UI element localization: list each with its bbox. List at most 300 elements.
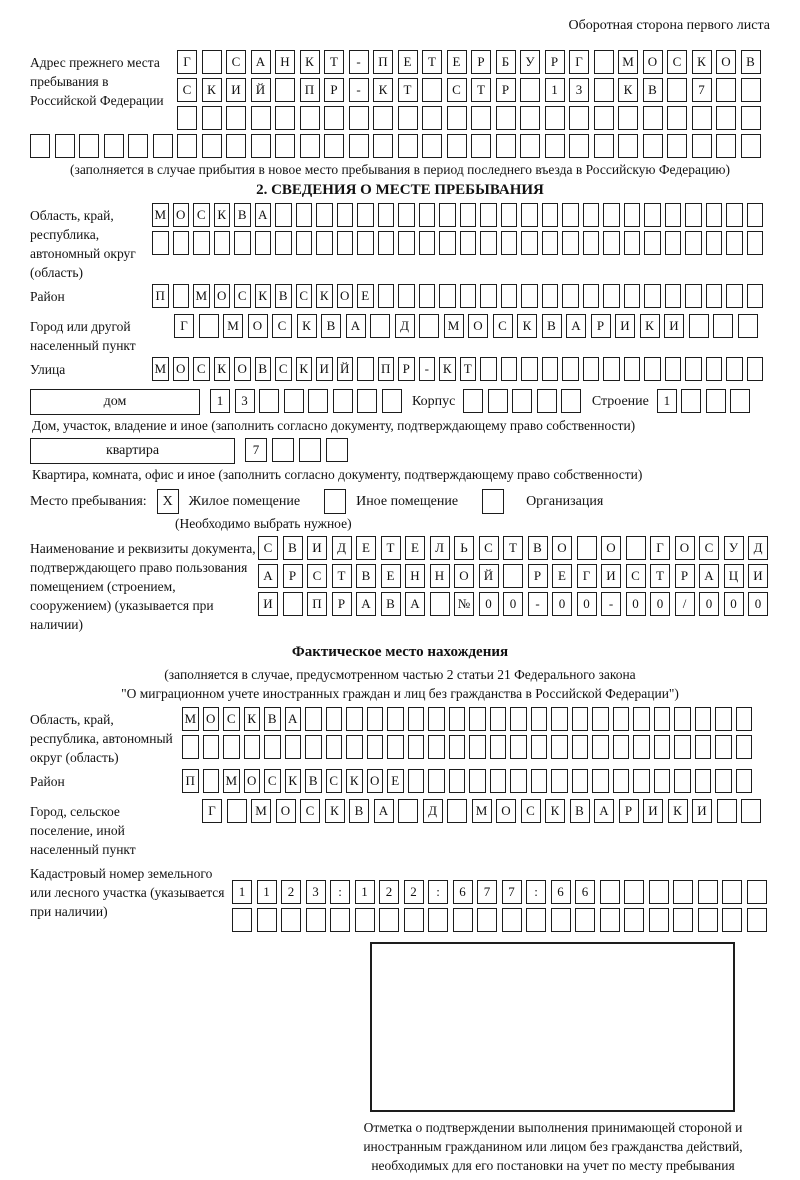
checkbox-zhiloe[interactable]: X bbox=[157, 489, 179, 514]
char-cell[interactable]: В bbox=[349, 799, 369, 823]
char-cell[interactable] bbox=[104, 134, 124, 158]
char-cell[interactable]: Ц bbox=[724, 564, 744, 588]
char-cell[interactable]: О bbox=[203, 707, 220, 731]
char-cell[interactable]: О bbox=[173, 357, 190, 381]
char-cell[interactable] bbox=[447, 799, 467, 823]
char-cell[interactable] bbox=[531, 735, 548, 759]
char-cell[interactable] bbox=[419, 314, 439, 338]
char-cell[interactable]: К bbox=[668, 799, 688, 823]
char-cell[interactable]: : bbox=[330, 880, 350, 904]
char-cell[interactable]: К bbox=[214, 357, 231, 381]
char-cell[interactable] bbox=[330, 908, 350, 932]
char-cell[interactable]: В bbox=[255, 357, 272, 381]
char-cell[interactable] bbox=[722, 908, 742, 932]
char-cell[interactable]: Т bbox=[650, 564, 670, 588]
char-cell[interactable] bbox=[502, 908, 522, 932]
char-cell[interactable]: К bbox=[297, 314, 317, 338]
char-cell[interactable] bbox=[673, 908, 693, 932]
char-cell[interactable] bbox=[255, 231, 272, 255]
char-cell[interactable] bbox=[30, 134, 50, 158]
char-cell[interactable]: П bbox=[182, 769, 199, 793]
char-cell[interactable]: Е bbox=[387, 769, 404, 793]
char-cell[interactable]: И bbox=[643, 799, 663, 823]
char-cell[interactable]: В bbox=[381, 592, 401, 616]
char-cell[interactable] bbox=[477, 908, 497, 932]
char-cell[interactable]: О bbox=[468, 314, 488, 338]
char-cell[interactable]: Р bbox=[283, 564, 303, 588]
char-cell[interactable]: О bbox=[454, 564, 474, 588]
char-cell[interactable] bbox=[299, 438, 321, 462]
char-cell[interactable] bbox=[685, 284, 702, 308]
char-cell[interactable]: Н bbox=[275, 50, 295, 74]
char-cell[interactable] bbox=[283, 592, 303, 616]
char-cell[interactable] bbox=[716, 106, 736, 130]
char-cell[interactable]: О bbox=[173, 203, 190, 227]
char-cell[interactable]: П bbox=[300, 78, 320, 102]
char-cell[interactable] bbox=[408, 769, 425, 793]
char-cell[interactable] bbox=[618, 106, 638, 130]
char-cell[interactable]: 0 bbox=[699, 592, 719, 616]
char-cell[interactable] bbox=[741, 799, 761, 823]
char-cell[interactable] bbox=[346, 735, 363, 759]
char-cell[interactable]: К bbox=[214, 203, 231, 227]
char-cell[interactable] bbox=[603, 357, 620, 381]
char-cell[interactable] bbox=[716, 78, 736, 102]
char-cell[interactable] bbox=[741, 78, 761, 102]
char-cell[interactable] bbox=[644, 357, 661, 381]
char-cell[interactable] bbox=[439, 284, 456, 308]
char-cell[interactable]: Н bbox=[430, 564, 450, 588]
char-cell[interactable] bbox=[531, 707, 548, 731]
char-cell[interactable] bbox=[398, 284, 415, 308]
char-cell[interactable] bbox=[449, 769, 466, 793]
char-cell[interactable]: О bbox=[276, 799, 296, 823]
char-cell[interactable] bbox=[624, 203, 641, 227]
char-cell[interactable]: Д bbox=[395, 314, 415, 338]
char-cell[interactable] bbox=[469, 769, 486, 793]
char-cell[interactable]: С bbox=[223, 707, 240, 731]
char-cell[interactable] bbox=[618, 134, 638, 158]
char-cell[interactable] bbox=[594, 50, 614, 74]
char-cell[interactable]: И bbox=[307, 536, 327, 560]
char-cell[interactable] bbox=[575, 908, 595, 932]
char-cell[interactable]: О bbox=[367, 769, 384, 793]
char-cell[interactable] bbox=[583, 284, 600, 308]
char-cell[interactable] bbox=[419, 231, 436, 255]
char-cell[interactable]: М bbox=[251, 799, 271, 823]
char-cell[interactable] bbox=[398, 203, 415, 227]
char-cell[interactable]: И bbox=[692, 799, 712, 823]
char-cell[interactable] bbox=[378, 284, 395, 308]
char-cell[interactable]: А bbox=[699, 564, 719, 588]
char-cell[interactable] bbox=[520, 134, 540, 158]
char-cell[interactable]: : bbox=[428, 880, 448, 904]
char-cell[interactable]: В bbox=[643, 78, 663, 102]
char-cell[interactable] bbox=[305, 707, 322, 731]
char-cell[interactable] bbox=[398, 799, 418, 823]
char-cell[interactable]: 2 bbox=[404, 880, 424, 904]
char-cell[interactable] bbox=[370, 314, 390, 338]
char-cell[interactable]: Н bbox=[405, 564, 425, 588]
char-cell[interactable] bbox=[572, 707, 589, 731]
char-cell[interactable] bbox=[349, 106, 369, 130]
char-cell[interactable]: 3 bbox=[235, 389, 255, 413]
char-cell[interactable] bbox=[490, 707, 507, 731]
char-cell[interactable] bbox=[357, 231, 374, 255]
char-cell[interactable] bbox=[285, 735, 302, 759]
char-cell[interactable] bbox=[685, 203, 702, 227]
char-cell[interactable]: 1 bbox=[355, 880, 375, 904]
char-cell[interactable] bbox=[644, 231, 661, 255]
char-cell[interactable] bbox=[674, 735, 691, 759]
char-cell[interactable]: Е bbox=[398, 50, 418, 74]
char-cell[interactable]: О bbox=[234, 357, 251, 381]
char-cell[interactable] bbox=[281, 908, 301, 932]
char-cell[interactable] bbox=[316, 231, 333, 255]
char-cell[interactable] bbox=[79, 134, 99, 158]
char-cell[interactable] bbox=[300, 106, 320, 130]
char-cell[interactable] bbox=[203, 769, 220, 793]
char-cell[interactable] bbox=[173, 231, 190, 255]
char-cell[interactable] bbox=[480, 284, 497, 308]
char-cell[interactable]: Р bbox=[528, 564, 548, 588]
char-cell[interactable] bbox=[232, 908, 252, 932]
char-cell[interactable] bbox=[496, 134, 516, 158]
char-cell[interactable] bbox=[562, 357, 579, 381]
char-cell[interactable] bbox=[439, 203, 456, 227]
char-cell[interactable] bbox=[613, 735, 630, 759]
char-cell[interactable] bbox=[624, 357, 641, 381]
char-cell[interactable] bbox=[706, 203, 723, 227]
char-cell[interactable]: Т bbox=[460, 357, 477, 381]
char-cell[interactable] bbox=[422, 78, 442, 102]
char-cell[interactable] bbox=[471, 134, 491, 158]
char-cell[interactable] bbox=[747, 357, 764, 381]
char-cell[interactable] bbox=[551, 908, 571, 932]
char-cell[interactable] bbox=[521, 284, 538, 308]
char-cell[interactable] bbox=[736, 769, 753, 793]
char-cell[interactable] bbox=[626, 536, 646, 560]
char-cell[interactable] bbox=[259, 389, 279, 413]
char-cell[interactable]: Т bbox=[381, 536, 401, 560]
char-cell[interactable]: С bbox=[193, 357, 210, 381]
char-cell[interactable] bbox=[685, 231, 702, 255]
char-cell[interactable] bbox=[367, 735, 384, 759]
char-cell[interactable]: Т bbox=[471, 78, 491, 102]
char-cell[interactable] bbox=[551, 769, 568, 793]
char-cell[interactable]: П bbox=[307, 592, 327, 616]
char-cell[interactable] bbox=[428, 707, 445, 731]
char-cell[interactable]: М bbox=[182, 707, 199, 731]
char-cell[interactable] bbox=[654, 707, 671, 731]
char-cell[interactable] bbox=[419, 203, 436, 227]
char-cell[interactable]: М bbox=[618, 50, 638, 74]
char-cell[interactable]: П bbox=[378, 357, 395, 381]
char-cell[interactable] bbox=[214, 231, 231, 255]
char-cell[interactable] bbox=[716, 134, 736, 158]
char-cell[interactable] bbox=[542, 231, 559, 255]
char-cell[interactable]: Р bbox=[332, 592, 352, 616]
char-cell[interactable] bbox=[244, 735, 261, 759]
char-cell[interactable] bbox=[501, 357, 518, 381]
char-cell[interactable]: 0 bbox=[748, 592, 768, 616]
char-cell[interactable]: С bbox=[296, 284, 313, 308]
char-cell[interactable] bbox=[357, 203, 374, 227]
char-cell[interactable]: А bbox=[374, 799, 394, 823]
char-cell[interactable]: 2 bbox=[281, 880, 301, 904]
char-cell[interactable] bbox=[202, 106, 222, 130]
char-cell[interactable] bbox=[531, 769, 548, 793]
char-cell[interactable]: С bbox=[447, 78, 467, 102]
char-cell[interactable]: 6 bbox=[575, 880, 595, 904]
char-cell[interactable]: 2 bbox=[379, 880, 399, 904]
char-cell[interactable] bbox=[316, 203, 333, 227]
char-cell[interactable] bbox=[747, 880, 767, 904]
char-cell[interactable]: - bbox=[601, 592, 621, 616]
char-cell[interactable] bbox=[583, 357, 600, 381]
char-cell[interactable]: Л bbox=[430, 536, 450, 560]
char-cell[interactable] bbox=[738, 314, 758, 338]
char-cell[interactable] bbox=[545, 106, 565, 130]
char-cell[interactable]: 0 bbox=[650, 592, 670, 616]
char-cell[interactable] bbox=[173, 284, 190, 308]
char-cell[interactable]: П bbox=[373, 50, 393, 74]
char-cell[interactable]: Е bbox=[356, 536, 376, 560]
char-cell[interactable] bbox=[449, 735, 466, 759]
char-cell[interactable]: В bbox=[528, 536, 548, 560]
char-cell[interactable] bbox=[643, 134, 663, 158]
char-cell[interactable] bbox=[592, 769, 609, 793]
char-cell[interactable] bbox=[741, 106, 761, 130]
char-cell[interactable]: К bbox=[285, 769, 302, 793]
char-cell[interactable] bbox=[673, 880, 693, 904]
char-cell[interactable]: Г bbox=[177, 50, 197, 74]
char-cell[interactable]: 1 bbox=[257, 880, 277, 904]
char-cell[interactable]: У bbox=[724, 536, 744, 560]
char-cell[interactable]: О bbox=[552, 536, 572, 560]
char-cell[interactable] bbox=[726, 231, 743, 255]
char-cell[interactable] bbox=[469, 735, 486, 759]
char-cell[interactable] bbox=[357, 389, 377, 413]
char-cell[interactable]: А bbox=[405, 592, 425, 616]
char-cell[interactable]: С bbox=[264, 769, 281, 793]
char-cell[interactable] bbox=[583, 203, 600, 227]
char-cell[interactable]: А bbox=[258, 564, 278, 588]
checkbox-inoe[interactable] bbox=[324, 489, 346, 514]
char-cell[interactable] bbox=[667, 106, 687, 130]
char-cell[interactable] bbox=[572, 769, 589, 793]
char-cell[interactable]: О bbox=[601, 536, 621, 560]
char-cell[interactable] bbox=[387, 707, 404, 731]
char-cell[interactable] bbox=[193, 231, 210, 255]
char-cell[interactable]: К bbox=[373, 78, 393, 102]
char-cell[interactable]: К bbox=[692, 50, 712, 74]
char-cell[interactable]: А bbox=[594, 799, 614, 823]
char-cell[interactable]: В bbox=[741, 50, 761, 74]
char-cell[interactable]: Т bbox=[422, 50, 442, 74]
char-cell[interactable]: К bbox=[255, 284, 272, 308]
char-cell[interactable] bbox=[275, 134, 295, 158]
char-cell[interactable]: Р bbox=[324, 78, 344, 102]
char-cell[interactable]: М bbox=[193, 284, 210, 308]
char-cell[interactable] bbox=[379, 908, 399, 932]
char-cell[interactable] bbox=[337, 231, 354, 255]
char-cell[interactable] bbox=[695, 707, 712, 731]
char-cell[interactable]: С bbox=[667, 50, 687, 74]
char-cell[interactable]: Б bbox=[496, 50, 516, 74]
char-cell[interactable] bbox=[404, 908, 424, 932]
char-cell[interactable]: В bbox=[570, 799, 590, 823]
char-cell[interactable]: К bbox=[346, 769, 363, 793]
char-cell[interactable] bbox=[501, 231, 518, 255]
char-cell[interactable] bbox=[408, 735, 425, 759]
char-cell[interactable]: С bbox=[479, 536, 499, 560]
char-cell[interactable]: О bbox=[496, 799, 516, 823]
char-cell[interactable] bbox=[373, 106, 393, 130]
char-cell[interactable]: К bbox=[316, 284, 333, 308]
checkbox-org[interactable] bbox=[482, 489, 504, 514]
char-cell[interactable] bbox=[460, 231, 477, 255]
char-cell[interactable]: С bbox=[326, 769, 343, 793]
char-cell[interactable] bbox=[227, 799, 247, 823]
char-cell[interactable] bbox=[453, 908, 473, 932]
char-cell[interactable] bbox=[526, 908, 546, 932]
char-cell[interactable]: М bbox=[152, 203, 169, 227]
char-cell[interactable]: М bbox=[444, 314, 464, 338]
char-cell[interactable] bbox=[562, 231, 579, 255]
char-cell[interactable]: Р bbox=[471, 50, 491, 74]
char-cell[interactable] bbox=[613, 769, 630, 793]
char-cell[interactable]: А bbox=[566, 314, 586, 338]
char-cell[interactable] bbox=[428, 769, 445, 793]
char-cell[interactable]: 3 bbox=[306, 880, 326, 904]
char-cell[interactable] bbox=[284, 389, 304, 413]
char-cell[interactable]: Й bbox=[479, 564, 499, 588]
char-cell[interactable]: И bbox=[601, 564, 621, 588]
char-cell[interactable] bbox=[741, 134, 761, 158]
char-cell[interactable] bbox=[501, 284, 518, 308]
char-cell[interactable]: В bbox=[542, 314, 562, 338]
char-cell[interactable] bbox=[275, 203, 292, 227]
char-cell[interactable]: 0 bbox=[577, 592, 597, 616]
char-cell[interactable] bbox=[387, 735, 404, 759]
char-cell[interactable] bbox=[488, 389, 508, 413]
char-cell[interactable]: Е bbox=[552, 564, 572, 588]
char-cell[interactable] bbox=[603, 284, 620, 308]
char-cell[interactable]: Д bbox=[332, 536, 352, 560]
char-cell[interactable] bbox=[449, 707, 466, 731]
char-cell[interactable]: Р bbox=[545, 50, 565, 74]
char-cell[interactable]: С bbox=[521, 799, 541, 823]
char-cell[interactable]: Г bbox=[569, 50, 589, 74]
char-cell[interactable]: М bbox=[223, 769, 240, 793]
char-cell[interactable] bbox=[324, 134, 344, 158]
char-cell[interactable] bbox=[689, 314, 709, 338]
char-cell[interactable] bbox=[726, 203, 743, 227]
char-cell[interactable] bbox=[503, 564, 523, 588]
char-cell[interactable] bbox=[447, 106, 467, 130]
char-cell[interactable] bbox=[469, 707, 486, 731]
char-cell[interactable]: - bbox=[349, 78, 369, 102]
char-cell[interactable]: 3 bbox=[569, 78, 589, 102]
char-cell[interactable]: Е bbox=[447, 50, 467, 74]
char-cell[interactable] bbox=[654, 769, 671, 793]
char-cell[interactable] bbox=[308, 389, 328, 413]
char-cell[interactable]: С bbox=[177, 78, 197, 102]
char-cell[interactable] bbox=[346, 707, 363, 731]
char-cell[interactable]: - bbox=[419, 357, 436, 381]
char-cell[interactable] bbox=[542, 357, 559, 381]
char-cell[interactable] bbox=[706, 231, 723, 255]
char-cell[interactable] bbox=[649, 880, 669, 904]
char-cell[interactable] bbox=[747, 284, 764, 308]
char-cell[interactable] bbox=[600, 908, 620, 932]
char-cell[interactable] bbox=[665, 357, 682, 381]
char-cell[interactable]: С bbox=[234, 284, 251, 308]
char-cell[interactable] bbox=[562, 284, 579, 308]
char-cell[interactable]: № bbox=[454, 592, 474, 616]
char-cell[interactable]: К bbox=[325, 799, 345, 823]
char-cell[interactable] bbox=[577, 536, 597, 560]
char-cell[interactable] bbox=[600, 880, 620, 904]
char-cell[interactable]: О bbox=[675, 536, 695, 560]
char-cell[interactable]: С bbox=[272, 314, 292, 338]
char-cell[interactable]: Й bbox=[337, 357, 354, 381]
char-cell[interactable] bbox=[654, 735, 671, 759]
char-cell[interactable] bbox=[398, 134, 418, 158]
char-cell[interactable] bbox=[153, 134, 173, 158]
char-cell[interactable] bbox=[223, 735, 240, 759]
char-cell[interactable] bbox=[715, 707, 732, 731]
char-cell[interactable]: И bbox=[748, 564, 768, 588]
char-cell[interactable] bbox=[373, 134, 393, 158]
char-cell[interactable] bbox=[665, 203, 682, 227]
char-cell[interactable]: : bbox=[526, 880, 546, 904]
char-cell[interactable]: М bbox=[152, 357, 169, 381]
char-cell[interactable]: 6 bbox=[551, 880, 571, 904]
char-cell[interactable]: В bbox=[264, 707, 281, 731]
char-cell[interactable] bbox=[715, 769, 732, 793]
char-cell[interactable] bbox=[542, 284, 559, 308]
char-cell[interactable] bbox=[551, 707, 568, 731]
char-cell[interactable]: О bbox=[214, 284, 231, 308]
char-cell[interactable] bbox=[695, 769, 712, 793]
char-cell[interactable] bbox=[422, 134, 442, 158]
char-cell[interactable] bbox=[698, 880, 718, 904]
char-cell[interactable]: 0 bbox=[479, 592, 499, 616]
char-cell[interactable] bbox=[561, 389, 581, 413]
char-cell[interactable]: К bbox=[618, 78, 638, 102]
char-cell[interactable] bbox=[592, 735, 609, 759]
char-cell[interactable] bbox=[337, 203, 354, 227]
char-cell[interactable] bbox=[537, 389, 557, 413]
char-cell[interactable] bbox=[722, 880, 742, 904]
char-cell[interactable] bbox=[439, 231, 456, 255]
char-cell[interactable] bbox=[203, 735, 220, 759]
char-cell[interactable]: 6 bbox=[453, 880, 473, 904]
char-cell[interactable] bbox=[624, 880, 644, 904]
char-cell[interactable]: О bbox=[248, 314, 268, 338]
char-cell[interactable]: - bbox=[528, 592, 548, 616]
char-cell[interactable] bbox=[512, 389, 532, 413]
char-cell[interactable]: О bbox=[337, 284, 354, 308]
char-cell[interactable] bbox=[644, 203, 661, 227]
char-cell[interactable]: И bbox=[316, 357, 333, 381]
char-cell[interactable]: 0 bbox=[503, 592, 523, 616]
char-cell[interactable] bbox=[428, 735, 445, 759]
char-cell[interactable] bbox=[726, 357, 743, 381]
char-cell[interactable] bbox=[713, 314, 733, 338]
